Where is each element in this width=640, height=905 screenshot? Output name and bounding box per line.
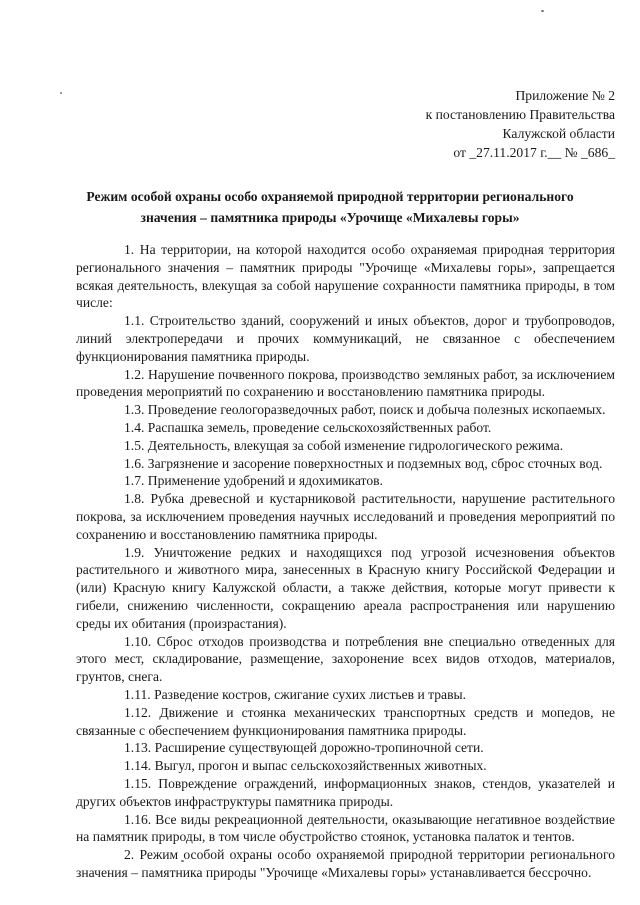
paragraph-1-13: 1.13. Расширение существующей дорожно-тропиночной сети. [124, 740, 484, 756]
paragraph-2: 2. Режим особой охраны особо охраняемой природной территории регионального значения – памятника природы "Урочище «Михалевы горы» устанавливается бессрочно. [76, 847, 615, 880]
paragraph-1-1: 1.1. Строительство зданий, сооружений и иных объектов, дорог и трубопроводов, линий электропередачи и прочих коммуникаций, не связанное с обеспечением функционирования памятника природы. [76, 313, 615, 364]
paragraph-1-8: 1.8. Рубка древесной и кустарниковой растительности, нарушение растительного покрова, за исключением проведения научных исследований и проведения мероприятий по сохранению и восстановлению памятника природы. [76, 491, 615, 542]
document-body [76, 241, 615, 882]
paragraph-1-9: 1.9. Уничтожение редких и находящихся под угрозой исчезновения объектов растительного и животного мира, занесенных в Красную книгу Российской Федерации и (или) Красную книгу Калужской области, а также действия, которые могут привести к гибели, снижению численности, сокращению ареала распространения или нарушению среды их обитания (произрастания). [76, 544, 615, 631]
approval-header [426, 86, 615, 162]
paragraph-1-12: 1.12. Движение и стоянка механических транспортных средств и мопедов, не связанные с обеспечением функционирования памятника природы. [76, 704, 615, 738]
paragraph-1-15: 1.15. Повреждение ограждений, информационных знаков, стендов, указателей и других объектов инфраструктуры памятника природы. [76, 775, 615, 809]
paragraph-1-10: 1.10. Сброс отходов производства и потребления вне специально отведенных для этого мест, складирование, размещение, захоронение всех видов отходов, материалов, грунтов, снега. [76, 633, 615, 685]
scan-speck [541, 10, 544, 12]
paragraph-1: 1. На территории, на которой находится особо охраняемая природная территория регионального значения – памятник природы "Урочище «Михалевы горы», запрещается всякая деятельность, влекущая за собой нарушение сохранности памятника природы, в том числе: [76, 242, 615, 311]
paragraph-1-5: 1.5. Деятельность, влекущая за собой изменение гидрологического режима. [124, 437, 564, 453]
paragraph-1-4: 1.4. Распашка земель, проведение сельскохозяйственных работ. [124, 419, 492, 435]
resolution-reference: к постановлению Правительства [425, 107, 615, 122]
resolution-date-number: от _27.11.2017 г.__ № _686_ [453, 145, 615, 160]
paragraph-1-16: 1.16. Все виды рекреационной деятельности, оказывающие негативное воздействие на памятник природы, в том числе обустройство стоянок, установка палаток и тентов. [76, 811, 615, 845]
paragraph-1-6: 1.6. Загрязнение и засорение поверхностных и подземных вод, сброс сточных вод. [124, 455, 603, 471]
region-name: Калужской области [502, 126, 615, 141]
paragraph-1-7: 1.7. Применение удобрений и ядохимикатов. [124, 473, 383, 489]
title-line-1: Режим особой охраны особо охраняемой природной территории регионального [86, 189, 574, 204]
title-line-2: значения – памятника природы «Урочище «Михалевы горы» [140, 210, 520, 225]
scan-speck [60, 92, 62, 94]
paragraph-1-3: 1.3. Проведение геологоразведочных работ, поиск и добыча полезных ископаемых. [124, 402, 606, 418]
appendix-number: Приложение № 2 [515, 88, 615, 103]
paragraph-1-14: 1.14. Выгул, прогон и выпас сельскохозяйственных животных. [124, 758, 487, 774]
document-title [40, 186, 620, 228]
paragraph-1-11: 1.11. Разведение костров, сжигание сухих листьев и травы. [124, 686, 467, 702]
paragraph-1-2: 1.2. Нарушение почвенного покрова, производство земляных работ, за исключением проведения мероприятий по сохранению и восстановлению памятника природы. [76, 366, 615, 400]
